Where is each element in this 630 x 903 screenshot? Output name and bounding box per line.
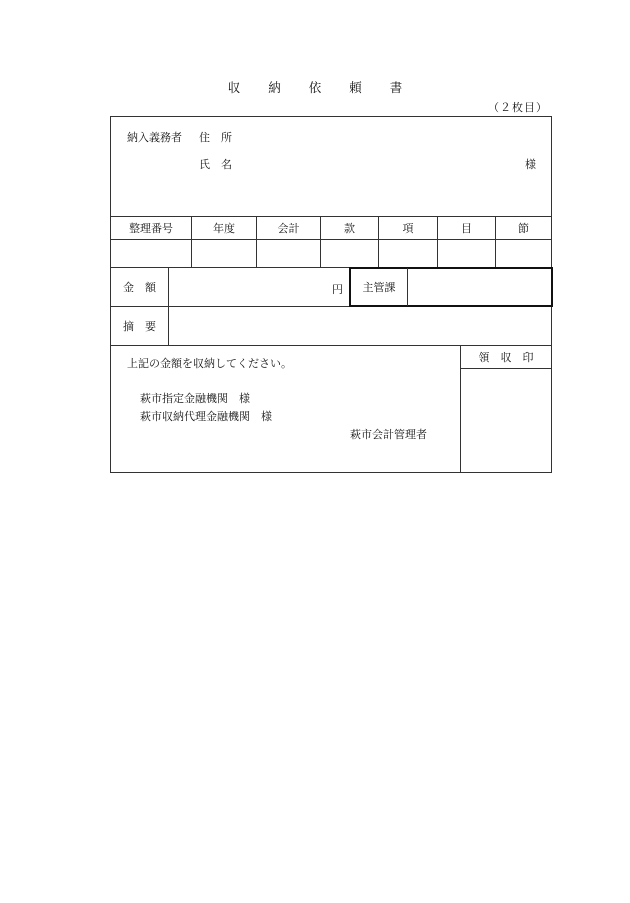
department-label: 主管課 [362, 281, 396, 294]
summary-field[interactable] [169, 307, 551, 345]
stamp-label: 領 収 印 [478, 351, 534, 364]
header-kou: 項 [402, 222, 414, 235]
amount-label: 金 額 [123, 281, 156, 294]
header-kan: 款 [344, 222, 355, 235]
department-field[interactable] [408, 268, 550, 306]
designated-bank: 萩市指定金融機関 様 [140, 392, 250, 405]
value-kaikei[interactable] [257, 240, 320, 267]
value-kou[interactable] [379, 240, 437, 267]
payment-request-form [110, 116, 552, 473]
payer-label: 納入義務者 [127, 131, 182, 144]
value-moku[interactable] [438, 240, 495, 267]
header-kaikei: 会計 [277, 222, 300, 235]
header-nendo: 年度 [213, 222, 235, 235]
document-title: 収納依頼書 [227, 80, 431, 95]
summary-label: 摘 要 [123, 320, 156, 333]
honorific: 様 [525, 158, 536, 171]
yen-unit: 円 [332, 283, 343, 296]
value-seiri-bango[interactable] [111, 240, 191, 267]
request-message: 上記の金額を収納してください。 [127, 357, 292, 370]
name-label: 氏 名 [199, 158, 232, 171]
stamp-area[interactable] [461, 369, 551, 473]
header-seiri-bango: 整理番号 [129, 222, 173, 235]
value-kan[interactable] [321, 240, 378, 267]
sheet-number: （２枚目） [488, 101, 548, 114]
value-setsu[interactable] [496, 240, 551, 267]
header-setsu: 節 [518, 222, 529, 235]
agent-bank: 萩市収納代理金融機関 様 [140, 410, 272, 423]
address-label: 住 所 [199, 131, 232, 144]
address-field[interactable] [240, 129, 530, 145]
value-nendo[interactable] [192, 240, 256, 267]
header-moku: 目 [461, 222, 472, 235]
name-field[interactable] [240, 156, 520, 172]
issuer: 萩市会計管理者 [350, 428, 427, 441]
amount-field[interactable] [169, 268, 339, 306]
